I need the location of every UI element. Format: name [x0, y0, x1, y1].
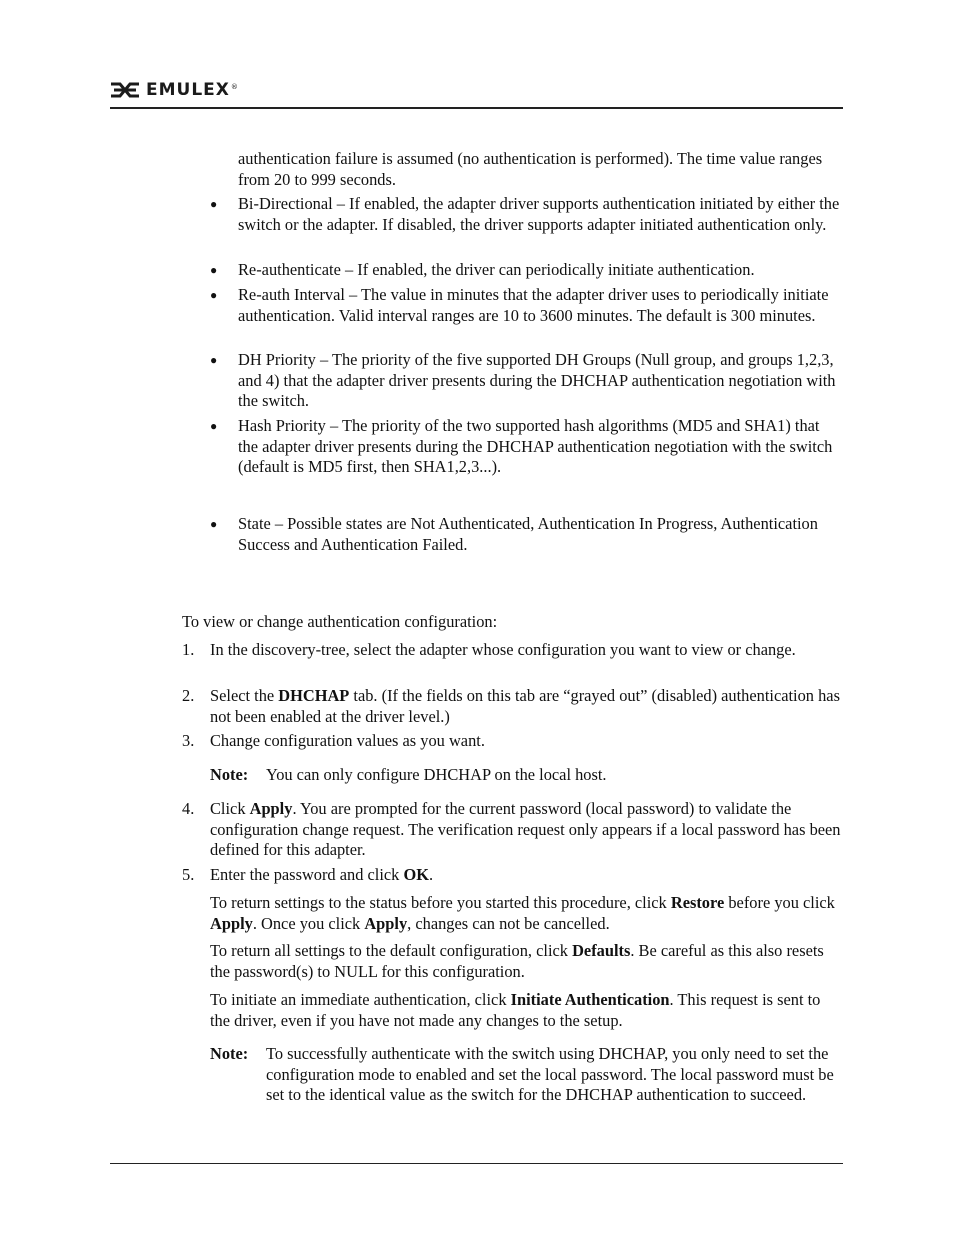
- ok-button-ref: OK: [403, 865, 429, 884]
- header-rule: [110, 107, 843, 109]
- dhchap-tab-ref: DHCHAP: [278, 686, 350, 705]
- step-2: Select the DHCHAP tab. (If the fields on this tab are “grayed out” (disabled) authentication has not been enabled at the driver level.): [210, 686, 840, 726]
- bullet-bidirectional: Bi-Directional – If enabled, the adapter driver supports authentication initiated by either the switch or the adapter. If disabled, the driver supports adapter initiated authentication only.: [238, 194, 840, 234]
- step-number: 4.: [182, 799, 195, 818]
- bullet-dot-icon: ●: [210, 288, 218, 302]
- para-initiate: To initiate an immediate authentication, click Initiate Authentication. This request is sent to the driver, even if you have not made any changes to the setup.: [210, 990, 821, 1030]
- bullet-reauthenticate: Re-authenticate – If enabled, the driver can periodically initiate authentication.: [238, 260, 755, 279]
- intro-continuation: authentication failure is assumed (no authentication is performed). The time value ranges from 20 to 999 seconds.: [238, 149, 823, 189]
- brand-name: EMULEX: [146, 79, 230, 100]
- step-5: Enter the password and click OK.: [210, 865, 434, 884]
- note-label: Note:: [210, 765, 249, 784]
- step-number: 5.: [182, 865, 195, 884]
- step-number: 1.: [182, 640, 195, 659]
- step-3: Change configuration values as you want.: [210, 731, 485, 750]
- note-label: Note:: [210, 1044, 249, 1063]
- note-local-host: You can only configure DHCHAP on the local host.: [266, 765, 607, 784]
- bullet-hash-priority: Hash Priority – The priority of the two supported hash algorithms (MD5 and SHA1) that the adapter driver presents during the DHCHAP authentication negotiation with the switch (default is MD5 first, then SHA1,2,3...).: [238, 416, 833, 476]
- emulex-mark-icon: [110, 82, 140, 98]
- bullet-dot-icon: ●: [210, 353, 218, 367]
- bullet-reauth-interval: Re-auth Interval – The value in minutes that the adapter driver uses to periodically initiate authentication. Valid interval ranges are 10 to 3600 minutes. The default is 300 minutes.: [238, 285, 829, 325]
- bullet-dot-icon: ●: [210, 263, 218, 277]
- footer-rule: [110, 1163, 843, 1164]
- bullet-dot-icon: ●: [210, 419, 218, 433]
- step-4: Click Apply. You are prompted for the current password (local password) to validate the configuration change request. The verification request only appears if a local password has been defined for this adapter.: [210, 799, 841, 859]
- bullet-dh-priority: DH Priority – The priority of the five supported DH Groups (Null group, and groups 1,2,3, and 4) that the adapter driver presents during the DHCHAP authentication negotiation with the switch.: [238, 350, 836, 410]
- para-restore: To return settings to the status before you started this procedure, click Restore before you click Apply. Once you click Apply, changes can not be cancelled.: [210, 893, 835, 933]
- apply-button-ref: Apply: [249, 799, 293, 818]
- emulex-logo: [110, 80, 238, 100]
- step-1: In the discovery-tree, select the adapter whose configuration you want to view or change.: [210, 640, 796, 659]
- para-defaults: To return all settings to the default configuration, click Defaults. Be careful as this also resets the password(s) to NULL for this configuration.: [210, 941, 824, 981]
- step-number: 2.: [182, 686, 195, 705]
- bullet-dot-icon: ●: [210, 517, 218, 531]
- note-dhchap-success: To successfully authenticate with the switch using DHCHAP, you only need to set the configuration mode to enabled and set the local password. The local password must be set to the identical value as the switch for the DHCHAP authentication to succeed.: [266, 1044, 834, 1104]
- procedure-intro: To view or change authentication configuration:: [182, 612, 498, 631]
- step-number: 3.: [182, 731, 195, 750]
- bullet-dot-icon: ●: [210, 197, 218, 211]
- trademark-mark: ®: [230, 82, 238, 91]
- bullet-state: State – Possible states are Not Authenticated, Authentication In Progress, Authentication Success and Authentication Failed.: [238, 514, 818, 554]
